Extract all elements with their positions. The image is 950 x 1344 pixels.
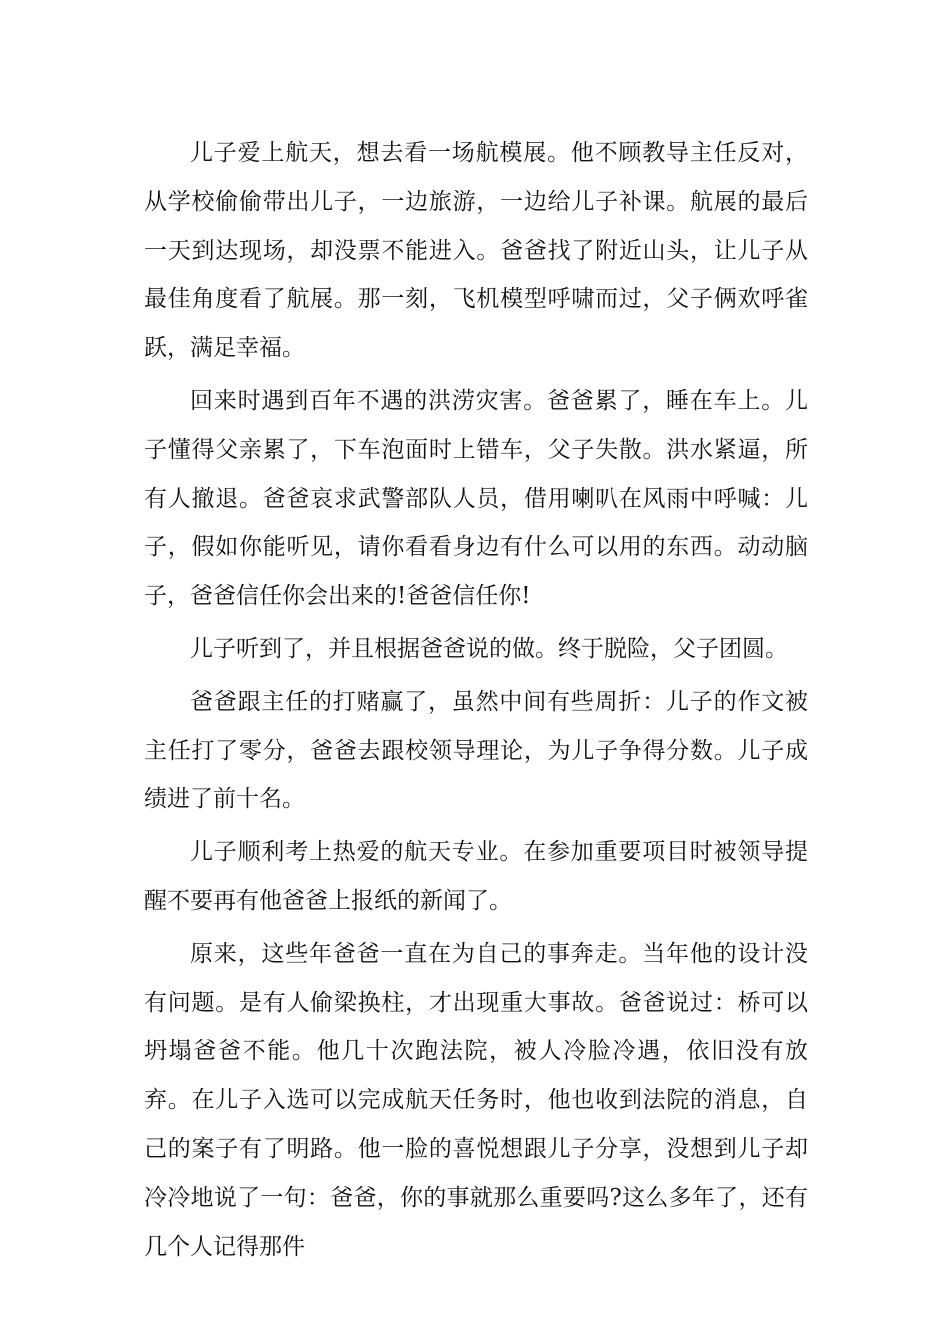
paragraph-4: 爸爸跟主任的打赌赢了，虽然中间有些周折：儿子的作文被主任打了零分，爸爸去跟校领导理论，为儿子争得分数。儿子成绩进了前十名。 — [144, 688, 808, 813]
paragraph-1: 儿子爱上航天，想去看一场航模展。他不顾教导主任反对，从学校偷偷带出儿子，一边旅游，一边给儿子补课。航展的最后一天到达现场，却没票不能进入。爸爸找了附近山头，让儿子从最佳角度看了航展。那一刻，飞机模型呼啸而过，父子俩欢呼雀跃，满足幸福。 — [144, 140, 808, 362]
paragraph-3: 儿子听到了，并且根据爸爸说的做。终于脱险，父子团圆。 — [190, 635, 788, 662]
paragraph-6: 原来，这些年爸爸一直在为自己的事奔走。当年他的设计没有问题。是有人偷梁换柱，才出现重大事故。爸爸说过：桥可以坍塌爸爸不能。他几十次跑法院，被人冷脸冷遇，依旧没有放弃。在儿子入选可以完成航天任务时，他也收到法院的消息，自己的案子有了明路。他一脸的喜悦想跟儿子分享，没想到儿子却冷冷地说了一句：爸爸，你的事就那么重要吗?这么多年了，还有几个人记得那件 — [144, 940, 808, 1260]
paragraph-2: 回来时遇到百年不遇的洪涝灾害。爸爸累了，睡在车上。儿子懂得父亲累了，下车泡面时上错车，父子失散。洪水紧逼，所有人撤退。爸爸哀求武警部队人员，借用喇叭在风雨中呼喊：儿子，假如你能听见，请你看看身边有什么可以用的东西。动动脑子，爸爸信任你会出来的!爸爸信任你! — [144, 387, 808, 610]
paragraph-5: 儿子顺利考上热爱的航天专业。在参加重要项目时被领导提醒不要再有他爸爸上报纸的新闻了。 — [144, 839, 808, 914]
document-page — [144, 129, 808, 1271]
